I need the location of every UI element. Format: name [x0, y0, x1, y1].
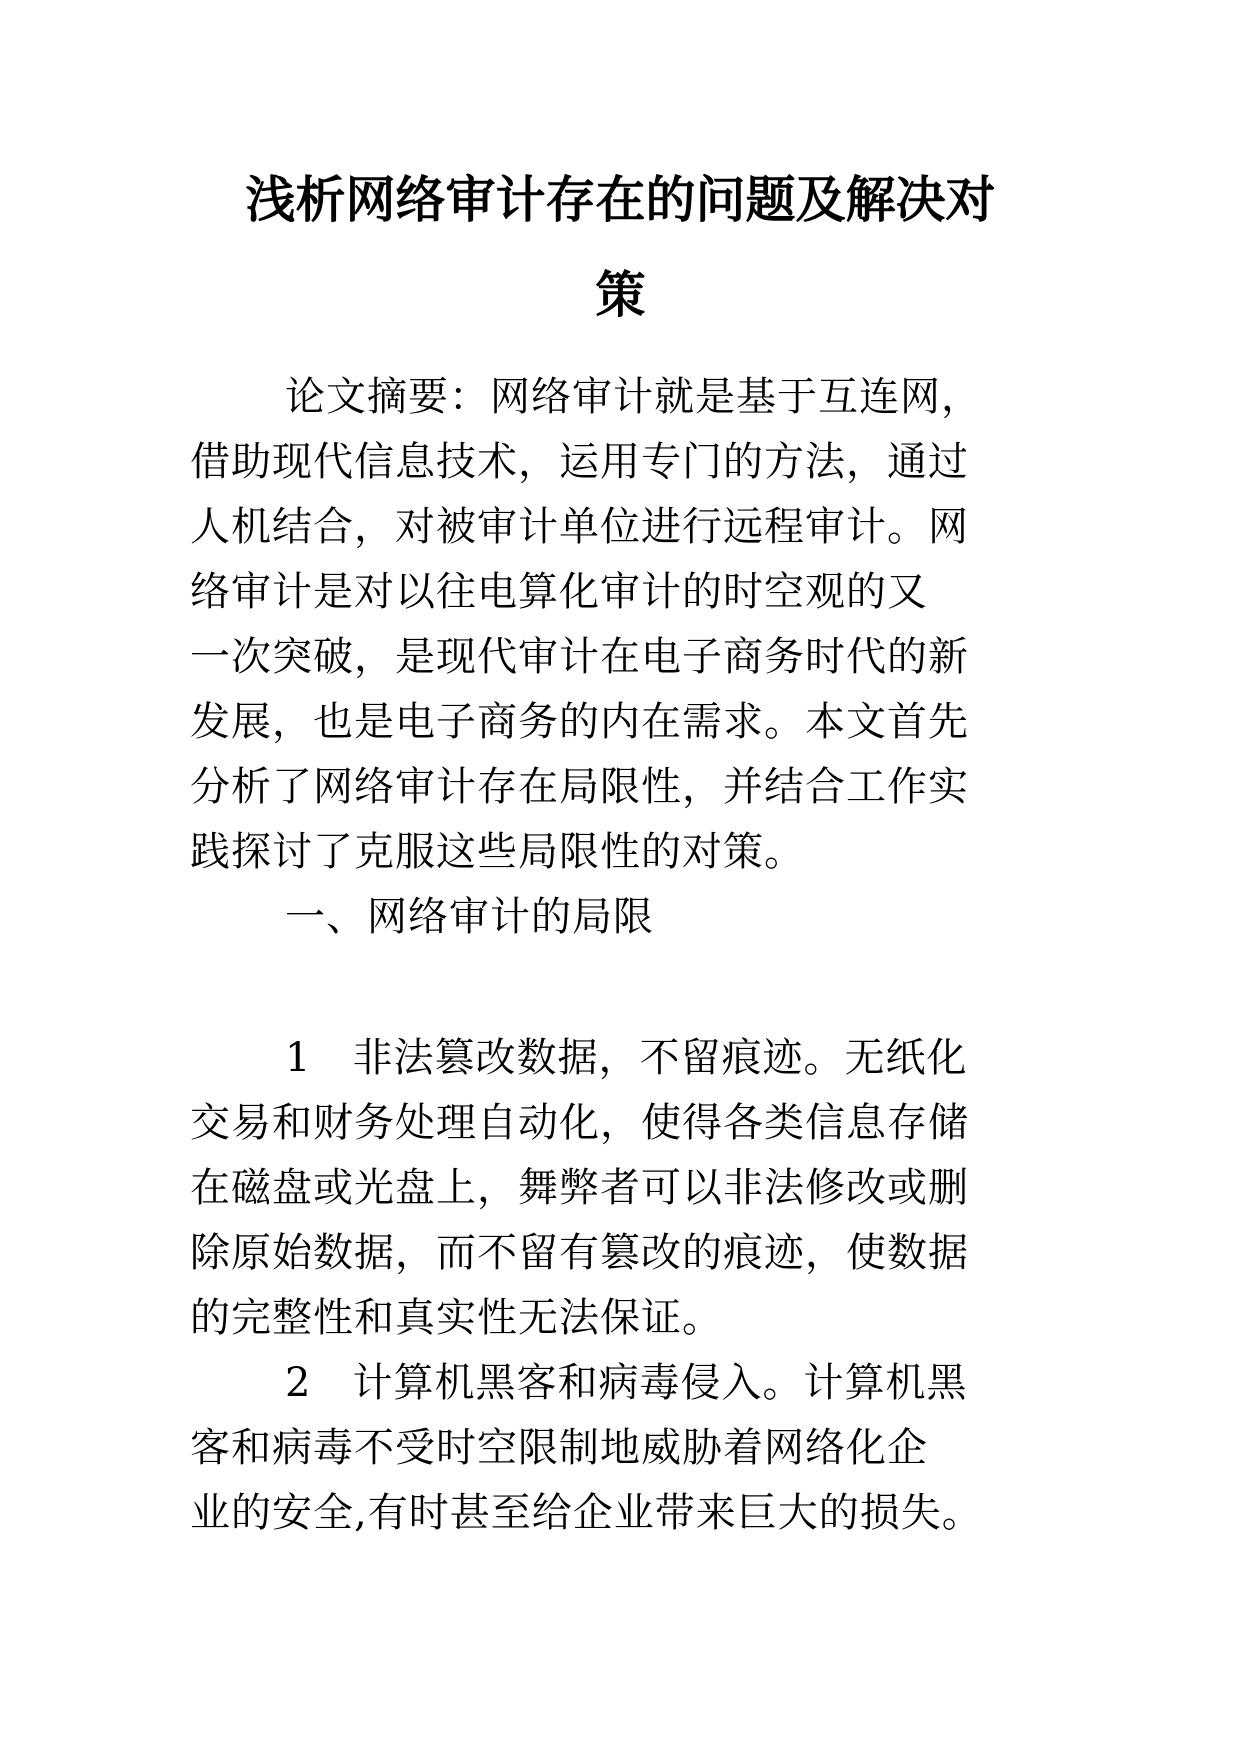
abstract-line-4: 络审计是对以往电算化审计的时空观的又: [190, 569, 928, 615]
abstract-line-7: 分析了网络审计存在局限性，并结合工作实: [190, 764, 969, 810]
abstract-line-2: 借助现代信息技术，运用专门的方法，通过: [190, 439, 969, 485]
section-heading: 一、网络审计的局限: [285, 894, 654, 940]
item1-line-1: 1 非法篡改数据，不留痕迹。无纸化: [285, 1035, 968, 1081]
item1-line-3: 在磁盘或光盘上，舞弊者可以非法修改或删: [190, 1165, 969, 1211]
document-title-line-1: 浅析网络审计存在的问题及解决对: [245, 171, 996, 229]
item2-line-1: 2 计算机黑客和病毒侵入。计算机黑: [285, 1360, 968, 1406]
document-title-line-2: 策: [595, 266, 646, 324]
abstract-line-5: 一次突破，是现代审计在电子商务时代的新: [190, 634, 969, 680]
item1-line-5: 的完整性和真实性无法保证。: [190, 1295, 723, 1341]
item1-line-2: 交易和财务处理自动化，使得各类信息存储: [190, 1100, 969, 1146]
abstract-line-6: 发展，也是电子商务的内在需求。本文首先: [190, 699, 969, 745]
abstract-line-1: 论文摘要：网络审计就是基于互连网，: [285, 374, 982, 420]
abstract-line-8: 践探讨了克服这些局限性的对策。: [190, 829, 805, 875]
item2-line-3: 业的安全,有时甚至给企业带来巨大的损失。: [190, 1490, 983, 1536]
abstract-line-3: 人机结合，对被审计单位进行远程审计。网: [190, 504, 969, 550]
item1-line-4: 除原始数据，而不留有篡改的痕迹，使数据: [190, 1230, 969, 1276]
item2-line-2: 客和病毒不受时空限制地威胁着网络化企: [190, 1425, 928, 1471]
